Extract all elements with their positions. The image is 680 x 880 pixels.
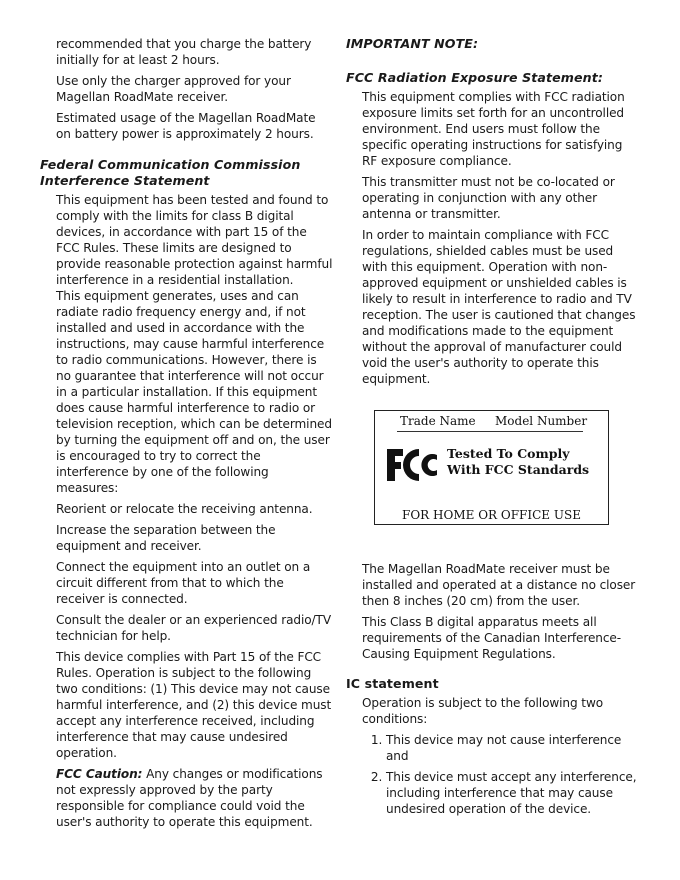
fcc-caution-paragraph — [40, 766, 333, 830]
reorient-paragraph: Reorient or relocate the receiving antenna. — [56, 502, 313, 516]
distance-paragraph: The Magellan RoadMate receiver must be installed and operated at a distance no closer then 8 inches (20 cm) from the user. — [362, 562, 636, 608]
charge-paragraph: recommended that you charge the battery initially for at least 2 hours. — [56, 37, 312, 67]
increase-separation-paragraph: Increase the separation between the equipment and receiver. — [56, 523, 276, 553]
connect-outlet-paragraph: Connect the equipment into an outlet on a circuit different from that to which the receiver is connected. — [56, 560, 311, 606]
model-number-label: Model Number — [495, 414, 588, 428]
fcc-caution-lead: FCC Caution: — [56, 767, 143, 781]
left-column — [40, 36, 333, 835]
tested-to-comply-text — [447, 446, 589, 478]
right-column — [346, 36, 638, 822]
ic-statement-heading: IC statement — [346, 676, 439, 691]
ic-condition-1: 1. This device may not cause interference and — [386, 732, 638, 764]
ic-conditions-list — [346, 732, 638, 817]
part15-paragraph: This device complies with Part 15 of the FCC Rules. Operation is subject to the following two conditions: (1) This device may not cause harmful interference, and (2) this device must accept any interference received, including interference that may cause undesired operation. — [56, 650, 332, 760]
tested-line-1: Tested To Comply — [447, 446, 570, 461]
fcc-logo-icon — [385, 446, 441, 484]
tested-line-2: With FCC Standards — [447, 462, 590, 477]
fcc-compliance-label — [374, 410, 609, 525]
colocated-paragraph: This transmitter must not be co-located or operating in conjunction with any other antenna or transmitter. — [362, 175, 615, 221]
charger-paragraph: Use only the charger approved for your Magellan RoadMate receiver. — [56, 74, 291, 104]
radiation-paragraph: This equipment complies with FCC radiation exposure limits set forth for an uncontrolled environment. End users must follow the specific operating instructions for satisfying RF exposure compliance. — [362, 90, 625, 168]
ic-intro-paragraph: Operation is subject to the following two conditions: — [362, 696, 604, 726]
fcc-interference-heading: Federal Communication Commission Interference Statement — [40, 157, 301, 188]
tested-paragraph: This equipment has been tested and found to comply with the limits for class B digital devices, in accordance with part 15 of the FCC Rules. These limits are designed to provide reasonable protection against harmful interference in a residential installation. — [56, 193, 333, 287]
shielded-cables-paragraph: In order to maintain compliance with FCC regulations, shielded cables must be used with this equipment. Operation with non-approved equipment or unshielded cables is likely to result in interference to radio and TV reception. The user is cautioned that changes and modifications made to the equipment without the approval of manufacturer could void the user's authority to operate this equipment. — [362, 228, 636, 386]
home-office-label: FOR HOME OR OFFICE USE — [402, 508, 581, 522]
important-note-heading: IMPORTANT NOTE: — [346, 36, 479, 51]
radiation-exposure-heading: FCC Radiation Exposure Statement: — [346, 70, 603, 85]
class-b-paragraph: This Class B digital apparatus meets all requirements of the Canadian Interference-Causing Equipment Regulations. — [362, 615, 621, 661]
label-divider — [397, 431, 583, 432]
battery-usage-paragraph: Estimated usage of the Magellan RoadMate on battery power is approximately 2 hours. — [56, 111, 316, 141]
fcc-caution-text: Any changes or modifications not expressly approved by the party responsible for compliance could void the user's authority to operate this equipment. — [56, 767, 323, 829]
consult-dealer-paragraph: Consult the dealer or an experienced radio/TV technician for help. — [56, 613, 331, 643]
trade-name-label: Trade Name — [400, 414, 476, 428]
ic-condition-2: 2. This device must accept any interference, including interference that may cause undesired operation of the device. — [386, 769, 638, 817]
generates-paragraph: This equipment generates, uses and can radiate radio frequency energy and, if not installed and used in accordance with the instructions, may cause harmful interference to radio communications. However, there is no guarantee that interference will not occur in a particular installation. If this equipment does cause harmful interference to radio or television reception, which can be determined by turning the equipment off and on, the user is encouraged to try to correct the interference by one of the following measures: — [56, 289, 332, 495]
